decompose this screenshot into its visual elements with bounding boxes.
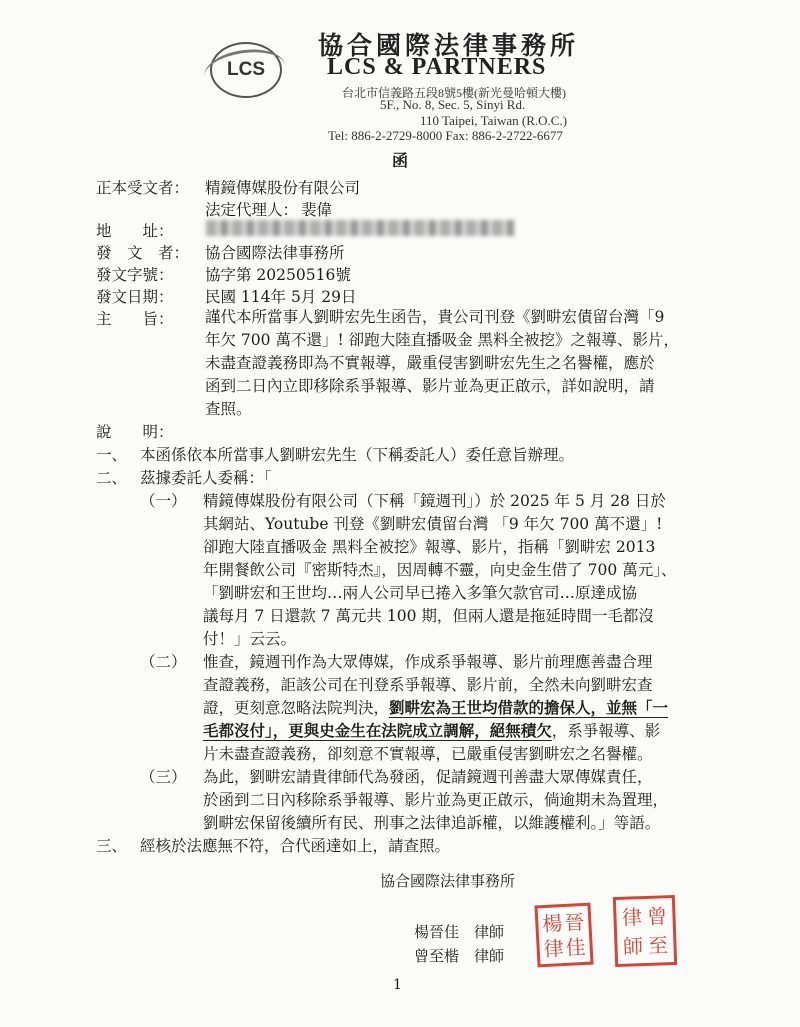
subject-line: 函到二日內立即移除系爭報導、影片並為更正啟示，詳如說明，請 [205,377,655,395]
sub2-line: 片未盡查證義務，卻刻意不實報導，已嚴重侵害劉畊宏之名譽權。 [203,745,653,763]
item3-number: 三、 [96,837,128,855]
sub1-line: 卻跑大陸直播吸金 黑料全被挖》報導、影片，指稱「劉畊宏 2013 [203,538,656,556]
sub1-line: 付！」云云。 [203,630,297,648]
recipient-label: 正本受文者： [96,179,190,197]
doc-type: 函 [392,151,409,170]
subject-line: 未盡查證義務即為不實報導，嚴重侵害劉畊宏先生之名譽權，應於 [205,354,655,372]
firm-address-cn: 台北市信義路五段8號5樓(新光曼哈頓大樓) [342,86,566,100]
subject-label: 主 旨： [96,310,174,328]
sub2-line [203,721,660,741]
sub2-line4-plain: ，系爭報導、影 [551,722,661,740]
number-value: 協字第 20250516號 [205,266,351,284]
rep-label: 法定代理人： [205,201,299,219]
signature-lawyer-1: 楊晉佳 律師 [414,923,505,941]
firm-address-en-2: 110 Taipei, Taiwan (R.O.C.) [420,113,568,128]
rep-value: 裴偉 [301,201,333,219]
sub2-line: 查證義務，詎該公司在刊登系爭報導、影片前，全然未向劉畊宏查 [203,676,653,694]
item2-number: 二、 [96,469,128,487]
address-label: 地 址： [96,222,174,240]
seal-stamp: 楊 晉 律 佳 [534,903,593,968]
number-label: 發文字號： [96,266,174,284]
page-number: 1 [393,977,402,993]
sub3-line: 劉畊宏保留後續所有民、刑事之法律追訴權，以維護權利。」等語。 [203,814,661,832]
firm-name-cn: 協合國際法律事務所 [318,31,580,60]
sender-label: 發 文 者： [96,244,190,262]
explanation-label: 說 明： [96,423,174,441]
firm-address-en-1: 5F., No. 8, Sec. 5, Sinyi Rd. [380,97,526,112]
signature-lawyer-2: 曾至楷 律師 [414,947,505,965]
sub2-line3-plain: 證，更刻意忽略法院判決， [203,699,390,717]
sub3-line: 於函到二日內移除系爭報導、影片並為更正啟示，倘逾期未為置理， [203,791,669,809]
item1-text: 本函係依本所當事人劉畊宏先生（下稱委託人）委任意旨辦理。 [140,446,575,464]
sub1-line: 其網站、Youtube 刊登《劉畊宏債留台灣 「9 年欠 700 萬不還」! [203,515,663,533]
sub1-line: 精鏡傳媒股份有限公司（下稱「鏡週刊」）於 2025 年 5 月 28 日於 [203,492,666,510]
sub2-line: 惟查，鏡週刊作為大眾傳媒，作成系爭報導、影片前理應善盡合理 [203,653,653,671]
sub1-line: 年開餐飲公司『密斯特杰』，因周轉不靈，向史金生借了 700 萬元」、 [203,561,677,579]
subject-line: 年欠 700 萬不還」! 卻跑大陸直播吸金 黑料全被挖》之報導、影片， [205,331,680,349]
firm-contact: Tel: 886-2-2729-8000 Fax: 886-2-2722-6677 [328,128,563,143]
sub2-emphasis: 劉畊宏為王世均借款的擔保人，並無「一 [389,698,669,717]
sub1-line: 「劉畊宏和王世均…兩人公司早已捲入多筆欠款官司…原達成協 [203,584,638,602]
firm-name-en: LCS & PARTNERS [327,54,547,80]
subject-line: 謹代本所當事人劉畊宏先生函告，貴公司刊登《劉畊宏債留台灣「9 [205,308,665,326]
sub2-emphasis: 毛都沒付」，更與史金生在法院成立調解，絕無積欠 [203,721,552,740]
item2-text: 茲據委託人委稱：「 [140,469,272,487]
sub1-line: 議每月 7 日還款 7 萬元共 100 期，但兩人還是拖延時間一毛都沒 [203,607,654,625]
recipient-value: 精鏡傳媒股份有限公司 [205,179,361,197]
subject-line: 查照。 [205,400,252,418]
firm-logo [210,42,282,98]
date-value: 民國 114年 5月 29日 [205,288,357,306]
sub2-line [203,698,668,718]
date-label: 發文日期： [96,288,174,306]
sender-value: 協合國際法律事務所 [205,244,345,262]
redacted-address [206,220,514,236]
sub3-line: 為此，劉畊宏請貴律師代為發函，促請鏡週刊善盡大眾傳媒責任， [203,768,653,786]
sub3-number: （三） [140,768,187,786]
sub1-number: （一） [140,492,187,510]
item3-text: 經核於法應無不符，合代函達如上，請查照。 [140,837,451,855]
sub2-number: （二） [140,653,187,671]
logo-text: LCS [227,59,265,80]
seal-stamp: 律 曾 師 至 [613,895,677,967]
item1-number: 一、 [96,446,128,464]
signature-firm: 協合國際法律事務所 [380,872,516,890]
